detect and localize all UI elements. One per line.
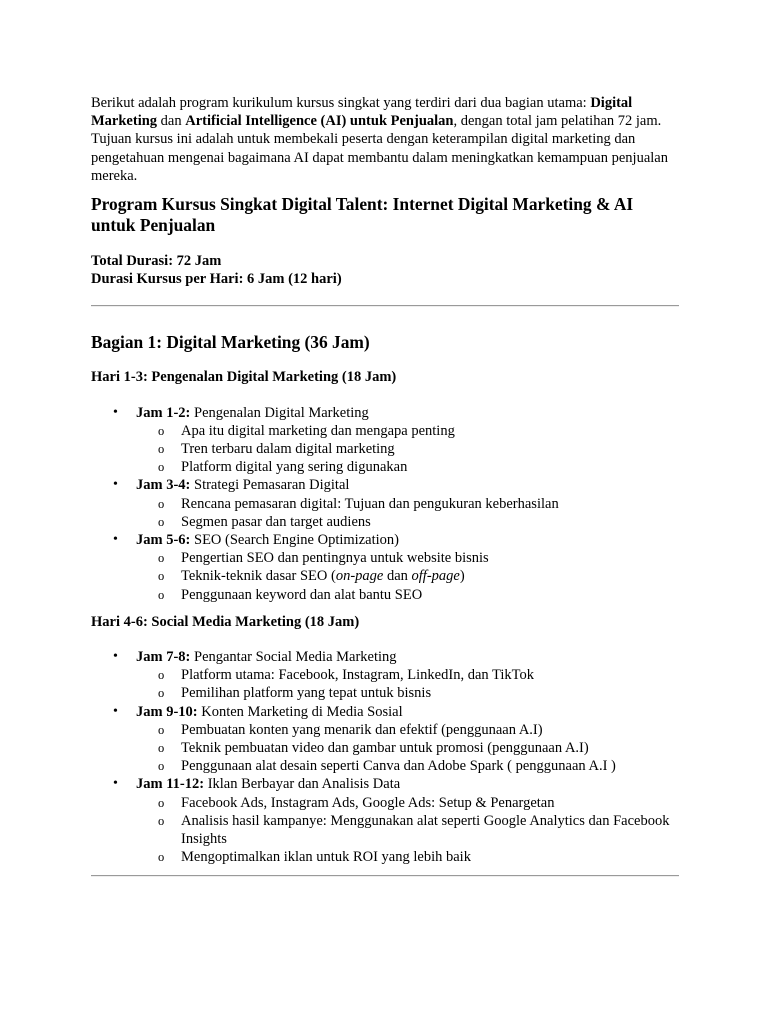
topic-item: o Teknik pembuatan video dan gambar untuk promosi (penggunaan A.I)	[136, 739, 679, 757]
intro-text-3: , dengan total jam pelatihan 72 jam. Tujuan kursus ini adalah untuk membekali peserta dengan keterampilan digital marketing dan pengetahuan mengenai bagaimana AI dapat membantu dalam meningkatkan kemampuan penjualan mereka.	[91, 113, 668, 184]
session-title: Strategi Pemasaran Digital	[190, 477, 350, 494]
topic-text: dan	[383, 568, 412, 585]
session-title: Pengantar Social Media Marketing	[190, 649, 397, 666]
intro-text-1: Berikut adalah program kurikulum kursus singkat yang terdiri dari dua bagian utama:	[91, 95, 591, 111]
topic-item: o Pemilihan platform yang tepat untuk bisnis	[136, 684, 679, 702]
total-duration: Total Durasi: 72 Jam	[91, 253, 222, 270]
topic-item: o Analisis hasil kampanye: Menggunakan alat seperti Google Analytics dan Facebook Insights	[136, 812, 679, 848]
topic-list	[136, 549, 679, 604]
session-title: SEO (Search Engine Optimization)	[190, 532, 399, 549]
page-title: Program Kursus Singkat Digital Talent: Internet Digital Marketing & AI untuk Penjualan	[91, 194, 634, 236]
session-label: Jam 7-8:	[136, 649, 191, 666]
divider	[91, 305, 679, 307]
daily-duration: Durasi Kursus per Hari: 6 Jam (12 hari)	[91, 271, 342, 288]
session-item	[91, 531, 679, 604]
session-label: Jam 11-12:	[136, 776, 205, 793]
topic-item: o Apa itu digital marketing dan mengapa penting	[136, 422, 679, 440]
topic-item: o Facebook Ads, Instagram Ads, Google Ads: Setup & Penargetan	[136, 794, 679, 812]
session-title: Iklan Berbayar dan Analisis Data	[204, 776, 401, 793]
day-heading: Hari 1-3: Pengenalan Digital Marketing (18 Jam)	[91, 369, 397, 386]
topic-item	[136, 567, 679, 585]
topic-list	[136, 422, 679, 477]
topic-list	[136, 794, 679, 867]
session-item	[91, 775, 679, 866]
topic-text: Teknik-teknik dasar SEO (	[181, 568, 336, 585]
topic-list	[136, 721, 679, 776]
topic-list	[136, 495, 679, 531]
session-title: Konten Marketing di Media Sosial	[197, 703, 403, 720]
topic-item: o Pembuatan konten yang menarik dan efektif (penggunaan A.I)	[136, 721, 679, 739]
topic-item: o Rencana pemasaran digital: Tujuan dan pengukuran keberhasilan	[136, 495, 679, 513]
intro-bold-ai: Artificial Intelligence (AI) untuk Penjualan	[185, 113, 454, 130]
session-item	[91, 476, 679, 531]
topic-item: o Tren terbaru dalam digital marketing	[136, 440, 679, 458]
session-label: Jam 5-6:	[136, 532, 191, 549]
topic-item: o Penggunaan keyword dan alat bantu SEO	[136, 586, 679, 604]
topic-item: o Platform digital yang sering digunakan	[136, 458, 679, 476]
topic-emphasis: on-page	[335, 568, 384, 585]
topic-list	[136, 666, 679, 702]
section-heading: Bagian 1: Digital Marketing (36 Jam)	[91, 332, 370, 353]
intro-bold-digital-marketing: Digital Marketing	[91, 95, 633, 130]
session-item	[91, 648, 679, 703]
session-title: Pengenalan Digital Marketing	[190, 404, 369, 421]
session-item	[91, 703, 679, 776]
session-item	[91, 404, 679, 477]
session-label: Jam 1-2:	[136, 404, 191, 421]
session-label: Jam 9-10:	[136, 703, 198, 720]
topic-text: )	[459, 568, 465, 585]
topic-item: o Pengertian SEO dan pentingnya untuk website bisnis	[136, 549, 679, 567]
duration-info	[91, 252, 679, 288]
topic-item: o Segmen pasar dan target audiens	[136, 513, 679, 531]
divider	[91, 875, 679, 877]
topic-item: o Platform utama: Facebook, Instagram, LinkedIn, dan TikTok	[136, 666, 679, 684]
session-label: Jam 3-4:	[136, 477, 191, 494]
session-list	[91, 648, 679, 866]
day-heading: Hari 4-6: Social Media Marketing (18 Jam)	[91, 613, 360, 630]
document-content	[91, 94, 679, 877]
topic-item: o Penggunaan alat desain seperti Canva dan Adobe Spark ( penggunaan A.I )	[136, 757, 679, 775]
topic-item: o Mengoptimalkan iklan untuk ROI yang lebih baik	[136, 848, 679, 866]
topic-emphasis: off-page	[411, 568, 460, 585]
intro-text-2: dan	[157, 113, 186, 130]
session-list	[91, 404, 679, 604]
intro-paragraph	[91, 94, 679, 185]
